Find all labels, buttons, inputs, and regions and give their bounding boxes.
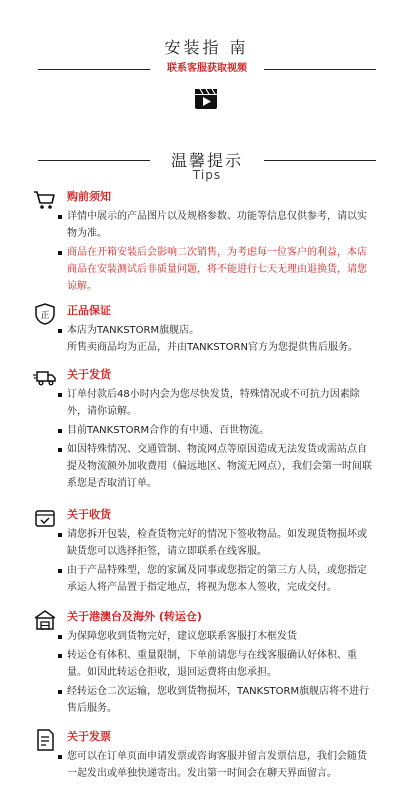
section-body (56, 322, 376, 358)
divider-line (38, 160, 150, 161)
section-body (56, 208, 376, 297)
bullet (58, 329, 62, 333)
item-text: 本店为TANKSTORM旗舰店。 (67, 325, 200, 336)
list-item (56, 386, 376, 420)
item-text: 由于产品特殊型，您的家属及同事或您指定的第三方人员，或您指定承运人将产品置于指定地点，将视为您本人签收，完成交付。 (67, 565, 367, 593)
contact-service-link[interactable]: 联系客服获取视频 (167, 63, 247, 74)
list-item (56, 526, 376, 560)
section-body (56, 526, 376, 598)
item-text: 商品在开箱安装后会影响二次销售，为考虑每一位客户的利益，本店商品在安装测试后非质量问题，将不能进行七天无理由退换货，请您谅解。 (67, 247, 367, 292)
bullet (58, 654, 62, 658)
invoice-icon (33, 728, 57, 752)
list-item (56, 628, 376, 645)
section-title: 关于港澳台及海外 (转运仓) (67, 610, 202, 623)
item-text: 请您拆开包装，检查货物完好的情况下签收物品。如发现货物损坏或缺货您可以选择拒签，请立即联系在线客服。 (67, 529, 367, 557)
bullet (58, 448, 62, 452)
divider-line (264, 160, 376, 161)
video-play-icon[interactable] (193, 86, 219, 112)
section-title: 关于发票 (67, 730, 111, 743)
section-body (56, 628, 376, 719)
item-text: 转运仓有体积、重量限制，下单前请您与在线客服确认好体积、重量。如因此转运仓拒收，退回运费将由您承担。 (67, 650, 357, 678)
list-item (56, 244, 376, 295)
warehouse-icon (33, 608, 57, 632)
item-text: 为保障您收到货物完好，建议您联系客服打木框发货 (67, 631, 297, 642)
bullet (58, 393, 62, 397)
delivery-truck-icon (33, 366, 57, 390)
divider-line (264, 69, 376, 70)
svg-text:正: 正 (40, 311, 50, 321)
bullet (58, 215, 62, 219)
contact-row (0, 62, 413, 76)
list-item (56, 748, 376, 782)
item-text: 订单付款后48小时内会为您尽快发货，特殊情况或不可抗力因素除外，请你谅解。 (67, 389, 360, 417)
authentic-badge-icon (33, 302, 57, 326)
package-receive-icon (33, 506, 57, 530)
list-item (56, 422, 376, 439)
bullet (58, 429, 62, 433)
tips-subtitle: Tips (192, 168, 222, 182)
bullet (58, 635, 62, 639)
section-title: 正品保证 (67, 304, 111, 317)
bullet (58, 755, 62, 759)
item-text: 经转运仓二次运输，您收到货物损坏，TANKSTORM旗舰店将不进行售后服务。 (67, 686, 370, 714)
install-guide-title: 安装指 南 (164, 38, 249, 57)
tips-header (0, 146, 413, 186)
tips-title: 温馨提示 (170, 151, 243, 170)
bullet (58, 251, 62, 255)
list-item (56, 208, 376, 242)
list-item (56, 339, 376, 356)
item-text: 详情中展示的产品图片以及规格参数、功能等信息仅供参考，请以实物为准。 (67, 211, 367, 239)
list-item (56, 322, 376, 339)
section-title: 购前须知 (67, 190, 111, 203)
bullet (58, 533, 62, 537)
item-text: 如因特殊情况、交通管制、物流网点等原因造成无法发货或需站点自提及物流额外加收费用（偏远地区、物流无网点），我们会第一时间联系您是否取消订单。 (67, 444, 372, 489)
bullet (58, 569, 62, 573)
item-text: 目前TANKSTORM合作的有中通、百世物流。 (67, 425, 270, 436)
list-item (56, 647, 376, 681)
section-title: 关于发货 (67, 368, 111, 381)
list-item (56, 441, 376, 492)
list-item (56, 683, 376, 717)
item-text: 所售卖商品均为正品，并由TANKSTORN官方为您提供售后服务。 (67, 342, 358, 353)
section-body (56, 386, 376, 494)
divider-line (38, 69, 150, 70)
section-body (56, 748, 376, 784)
cart-icon (33, 188, 57, 212)
item-text: 您可以在订单页面申请发票或咨询客服并留言发票信息，我们会随货一起发出或单独快递寄出。发出第一时间会在聊天界面留言。 (67, 751, 367, 779)
section-title: 关于收货 (67, 508, 111, 521)
bullet (58, 690, 62, 694)
list-item (56, 562, 376, 596)
